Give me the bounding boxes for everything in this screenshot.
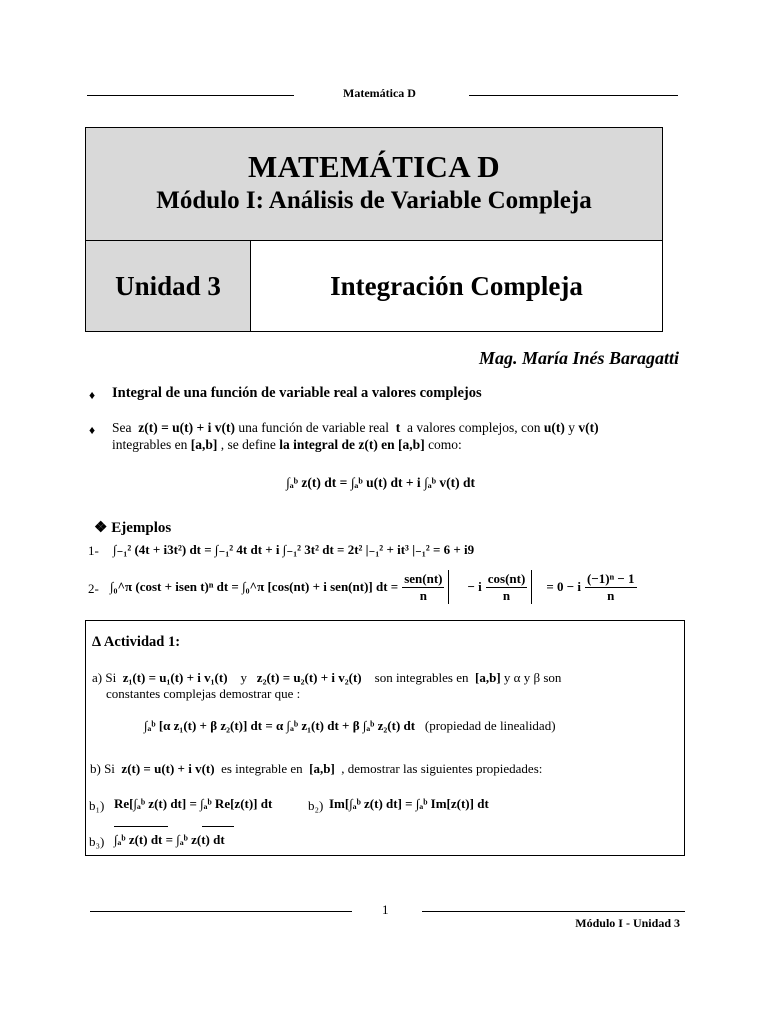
footer-label: Módulo I - Unidad 3 [575, 916, 680, 930]
footer-rule-right [422, 911, 685, 912]
unit-label: Unidad 3 [86, 241, 251, 331]
module-title: Módulo I: Análisis de Variable Compleja [156, 187, 592, 214]
text: , se define [220, 437, 276, 452]
activity-box [85, 620, 685, 856]
example-2-formula [110, 570, 637, 604]
property-b1-formula: Re[∫ₐᵇ z(t) dt] = ∫ₐᵇ Re[z(t)] dt [114, 796, 273, 811]
text: es integrable en [221, 761, 303, 776]
text: como: [428, 437, 462, 452]
linearity-formula [144, 718, 556, 734]
text: a valores complejos, con [407, 420, 541, 435]
header-rule-right [469, 95, 678, 96]
activity-a-line-2: constantes complejas demostrar que : [106, 686, 301, 701]
conjugate-bar [114, 826, 168, 827]
diamond-bullet-icon: ♦ [89, 423, 96, 437]
section-heading: Integral de una función de variable real a valores complejos [112, 385, 482, 401]
denominator: n [607, 587, 615, 603]
course-title: MATEMÁTICA D [248, 149, 500, 184]
function-u: u(t) [543, 420, 565, 435]
page-number: 1 [382, 902, 389, 917]
text: son integrables en [374, 670, 469, 685]
fraction [585, 571, 637, 604]
property-b3-label: b₃) [89, 834, 105, 849]
text: , demostrar las siguientes propiedades: [341, 761, 543, 776]
property-b2-label: b₂) [308, 798, 324, 813]
activity-b-line [90, 761, 542, 777]
diamond-bullet-icon: ♦ [89, 388, 96, 402]
property-b3-formula: ∫ₐᵇ z(t) dt = ∫ₐᵇ z(t) dt [114, 832, 225, 847]
title-box [85, 127, 663, 332]
denominator: n [419, 587, 427, 603]
author: Mag. María Inés Baragatti [478, 348, 679, 368]
function-z2: z₂(t) = u₂(t) + i v₂(t) [256, 670, 362, 685]
definition-line-1 [112, 420, 599, 436]
linearity-equation: ∫ₐᵇ [α z₁(t) + β z₂(t)] dt = α ∫ₐᵇ z₁(t) dt + β ∫ₐᵇ z₂(t) dt [144, 718, 416, 733]
definition-line-2 [112, 437, 462, 453]
header-rule-left [87, 95, 294, 96]
function-v: v(t) [578, 420, 599, 435]
function-z1: z₁(t) = u₁(t) + i v₁(t) [122, 670, 228, 685]
activity-title: Δ Actividad 1: [92, 634, 181, 650]
text: Sea [112, 420, 132, 435]
numerator: cos(nt) [487, 570, 526, 586]
numerator: (−1)ⁿ − 1 [587, 570, 635, 586]
definition-term: la integral de z(t) en [a,b] [279, 437, 425, 452]
text: una función de variable real [238, 420, 390, 435]
text: y [568, 420, 576, 435]
header-title: Matemática D [343, 86, 416, 100]
example-2-label: 2- [88, 581, 99, 596]
fraction [486, 571, 528, 604]
evaluation-bar [448, 570, 463, 604]
text: integrables en [112, 437, 188, 452]
linearity-note: (propiedad de linealidad) [424, 718, 556, 733]
interval: [a,b] [190, 437, 218, 452]
function-z: z(t) = u(t) + i v(t) [121, 761, 215, 776]
function-z: z(t) = u(t) + i v(t) [138, 420, 235, 435]
interval: [a,b] [309, 761, 335, 776]
property-b1-label: b₁) [89, 798, 105, 813]
conjugate-bar [202, 826, 234, 827]
interval: [a,b] [475, 670, 501, 685]
fraction [402, 571, 444, 604]
activity-a-line-1 [92, 670, 561, 686]
example-2-mid: = 0 − i [546, 579, 581, 594]
text: y α y β son [503, 670, 562, 685]
denominator: n [502, 587, 511, 603]
unit-title: Integración Compleja [330, 270, 583, 301]
text: y [240, 670, 248, 685]
text: a) Si [92, 670, 117, 685]
title-banner [86, 128, 662, 241]
evaluation-bar [531, 570, 542, 604]
footer-rule-left [90, 911, 352, 912]
definition-formula: ∫ₐᵇ z(t) dt = ∫ₐᵇ u(t) dt + i ∫ₐᵇ v(t) dt [286, 475, 476, 490]
text: b) Si [90, 761, 115, 776]
example-1-label: 1- [88, 543, 99, 558]
property-b2-formula: Im[∫ₐᵇ z(t) dt] = ∫ₐᵇ Im[z(t)] dt [329, 796, 489, 811]
minus-i: − i [467, 579, 482, 594]
example-1-formula: ∫₋₁² (4t + i3t²) dt = ∫₋₁² 4t dt + i ∫₋₁² 3t² dt = 2t² |₋₁² + it³ |₋₁² = 6 + i9 [113, 542, 475, 557]
variable-t: t [395, 420, 401, 435]
numerator: sen(nt) [404, 570, 443, 586]
examples-heading: ❖ Ejemplos [94, 520, 172, 536]
example-2-lhs: ∫₀^π (cost + isen t)ⁿ dt = ∫₀^π [cos(nt) + i sen(nt)] dt = [110, 579, 399, 594]
